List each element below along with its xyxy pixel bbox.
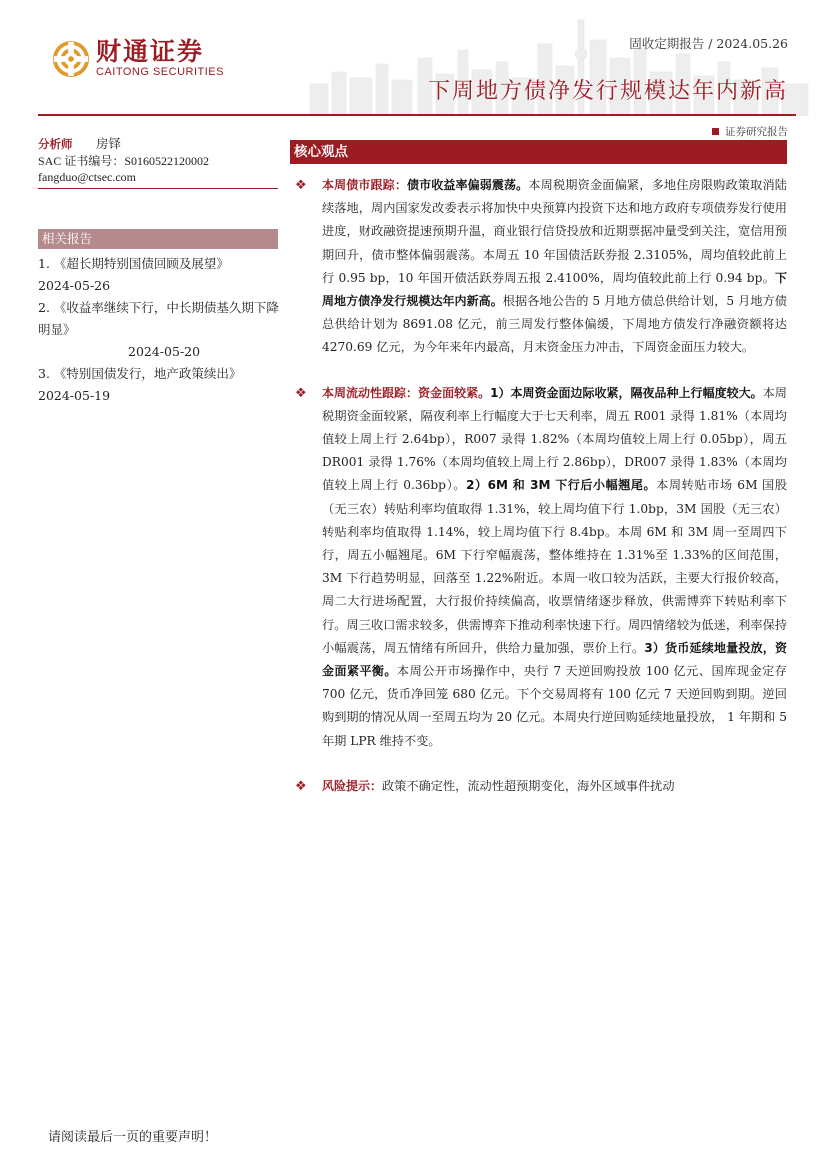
section-highlight: 1）本周资金面边际收紧，隔夜品种上行幅度较大。 — [490, 385, 763, 400]
analyst-row — [38, 135, 283, 153]
section-highlight: 2）6M 和 3M 下行后小幅翘尾。 — [466, 478, 657, 493]
section-text: 根据各地公告的 5 月地方债总供给计划，5 月地方债总供给计划为 8691.08 亿元，前三周发行整体偏缓，下周地方债发行净融资额将达 4270.69 亿元，为今年来年内最高，月末资金压力冲击，下周资金面压力较大。 — [322, 294, 787, 355]
sidebar-divider — [38, 188, 278, 189]
related-report-date: 2024-05-26 — [38, 278, 111, 293]
disclaimer-note: 请阅读最后一页的重要声明！ — [48, 1130, 218, 1145]
section-text: 政策不确定性，流动性超预期变化，海外区域事件扰动 — [382, 778, 675, 793]
diamond-bullet-icon: ❖ — [295, 778, 307, 794]
analyst-label: 分析师 — [38, 137, 73, 151]
related-reports-title: 相关报告 — [38, 229, 278, 249]
related-reports-list — [38, 253, 283, 407]
liquidity-section — [290, 382, 787, 753]
section-text: 本周税期资金面较紧，隔夜利率上行幅度大于七天利率，周五 R001 录得 1.81%（本周均值较上周上行 2.64bp），R007 录得 1.82%（本周均值较上周上行 0.05bp），周五 DR001 录得 1.76%（本周均值较上周上行 2.86bp），DR007 录得 1.83%（本周均值较上周上行 0.36bp）。 — [322, 385, 787, 493]
sidebar — [38, 135, 283, 407]
section-highlight: 下周地方债净发行规模达年内新高。 — [322, 270, 787, 309]
header-divider — [38, 114, 796, 116]
section-lead: 债市收益率偏弱震荡。 — [406, 178, 529, 192]
main-content — [290, 140, 787, 798]
section-text: 本周税期资金面偏紧，多地住房限购政策取消陆续落地，周内国家发改委表示将加快中央预算内投资下达和地方政府专项债券发行使用进度，财政融资提速预期升温，商业银行信贷投放和近期票据冲量受到关注，宽信用预期回升，债市整体偏弱震荡。本周五 10 年国债活跃券报 2.3105%，周均值较此前上行 0.95 bp，10 年国开债活跃券周五报 2.4100%，周均值较此前上行 0.94 bp。 — [322, 178, 787, 285]
analyst-name: 房铎 — [96, 136, 122, 151]
related-report-item[interactable] — [38, 363, 283, 407]
diamond-bullet-icon: ❖ — [295, 178, 307, 193]
related-report-date: 2024-05-19 — [38, 388, 111, 403]
section-label: 本周债市跟踪： — [322, 178, 407, 192]
risk-section — [290, 775, 787, 798]
brand-name-cn: 财通证券 — [96, 37, 205, 66]
caitong-logo-icon — [52, 40, 90, 78]
diamond-bullet-icon: ❖ — [295, 385, 307, 401]
related-report-title: 3. 《特别国债发行，地产政策续出》 — [38, 366, 242, 381]
section-label: 风险提示： — [322, 778, 383, 793]
report-type-label: 证券研究报告 — [725, 126, 788, 138]
square-bullet-icon — [712, 128, 719, 135]
sac-number: SAC 证书编号：S0160522120002 — [38, 154, 210, 168]
section-highlight: 3）货币延续地量投放，资金面紧平衡。 — [322, 640, 788, 679]
report-type — [712, 124, 788, 139]
related-report-title: 2. 《收益率继续下行，中长期债基久期下降明显》 — [38, 300, 279, 337]
bond-market-section — [290, 174, 787, 360]
brand-name-en: CAITONG SECURITIES — [96, 66, 224, 78]
related-report-item[interactable] — [38, 253, 283, 297]
related-report-date: 2024-05-20 — [128, 344, 201, 359]
report-title: 下周地方债净发行规模达年内新高 — [427, 79, 788, 104]
section-label: 本周流动性跟踪：资金面较紧。 — [322, 385, 491, 400]
core-views-title: 核心观点 — [290, 140, 787, 164]
section-text: 本周公开市场操作中，央行 7 天逆回购投放 100 亿元、国库现金定存 700 亿元，货币净回笼 680 亿元。下个交易周将有 100 亿元 7 天逆回购到期。逆回购到期的情况从周一至周五均为 20 亿元。本周央行逆回购延续地量投放， 1 年期和 5 年期 LPR 维持不变。 — [322, 664, 787, 748]
analyst-email[interactable]: fangduo@ctsec.com — [38, 170, 137, 184]
related-report-title: 1. 《超长期特别国债回顾及展望》 — [38, 256, 229, 271]
report-meta: 固收定期报告 / 2024.05.26 — [629, 36, 788, 51]
related-report-item[interactable] — [38, 297, 283, 363]
company-logo — [52, 38, 224, 79]
section-text: 本周转贴市场 6M 国股（无三农）转贴利率均值取得 1.31%，较上周均值下行 1.0bp，3M 国股（无三农）转贴利率均值取得 1.14%，较上周均值下行 8.4bp。本周 6M 和 3M 周一至周四下行，周五小幅翘尾。6M 下行窄幅震荡，整体维持在 1.31%至 1.33%的区间范围，3M 下行趋势明显，回落至 1.22%附近。本周一收口较为活跃，主要大行报价较高，周二大行进场配置，大行报价持续偏高，收票情绪逐步释放，供需博弈下转贴利率下行。周三收口需求较多，供需博弈下推动利率快速下行。周四情绪较为低迷，利率保持小幅震荡，周五情绪有所回升，供给力量加强，票价上行。 — [322, 478, 788, 655]
